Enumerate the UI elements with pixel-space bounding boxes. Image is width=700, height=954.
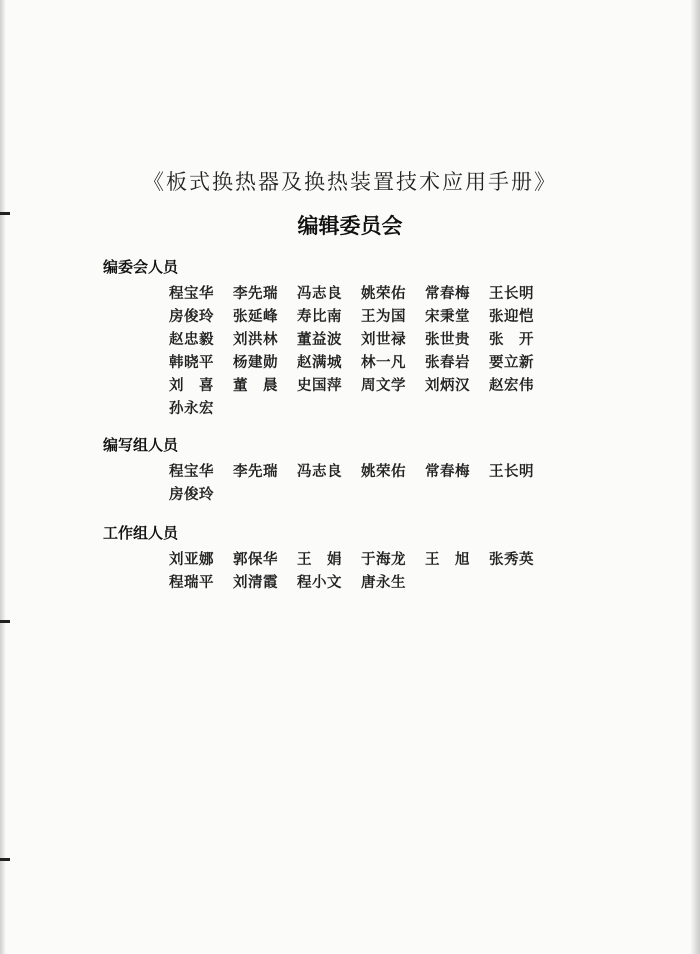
- member-name: 刘亚娜: [169, 551, 214, 568]
- committee-title: 编辑委员会: [297, 214, 403, 238]
- member-name: 姚荣佑: [361, 285, 406, 302]
- member-name: 王 娟: [297, 551, 342, 568]
- member-name: 宋秉堂: [425, 308, 470, 325]
- name-list: [169, 549, 563, 594]
- member-name: 房俊玲: [169, 308, 214, 325]
- scan-mark: [0, 858, 10, 861]
- member-name: 王长明: [489, 285, 534, 302]
- member-name: 常春梅: [425, 463, 470, 480]
- section-writing-group: [103, 434, 563, 506]
- member-name: 周文学: [361, 377, 406, 394]
- name-list: [169, 461, 563, 506]
- member-name: 唐永生: [361, 574, 406, 591]
- member-name: 王为国: [361, 308, 406, 325]
- member-name: 杨建勋: [233, 354, 278, 371]
- member-name: 刘 喜: [169, 377, 214, 394]
- member-name: 刘清霞: [233, 574, 278, 591]
- member-name: 常春梅: [425, 285, 470, 302]
- member-name: 张 开: [489, 331, 534, 348]
- member-name: 刘洪林: [233, 331, 278, 348]
- member-name: 程瑞平: [169, 574, 214, 591]
- scan-mark: [0, 620, 10, 623]
- member-name: 王长明: [489, 463, 534, 480]
- member-name: 房俊玲: [169, 486, 214, 503]
- member-name: 张秀英: [489, 551, 534, 568]
- member-name: 李先瑞: [233, 285, 278, 302]
- member-name: 张世贵: [425, 331, 470, 348]
- member-name: 程小文: [297, 574, 342, 591]
- member-name: 李先瑞: [233, 463, 278, 480]
- section-heading: 工作组人员: [103, 524, 179, 542]
- member-name: 寿比南: [297, 308, 342, 325]
- member-name: 刘炳汉: [425, 377, 470, 394]
- member-name: 张延峰: [233, 308, 278, 325]
- member-name: 要立新: [489, 354, 534, 371]
- section-heading: 编委会人员: [103, 258, 179, 276]
- member-name: 张春岩: [425, 354, 470, 371]
- member-name: 冯志良: [297, 285, 342, 302]
- member-name: 史国萍: [297, 377, 342, 394]
- member-name: 林一凡: [361, 354, 406, 371]
- member-name: 赵忠毅: [169, 331, 214, 348]
- member-name: 冯志良: [297, 463, 342, 480]
- member-name: 董 晨: [233, 377, 278, 394]
- member-name: 姚荣佑: [361, 463, 406, 480]
- name-list: [169, 283, 563, 420]
- member-name: 孙永宏: [169, 400, 214, 417]
- book-title: 《板式换热器及换热装置技术应用手册》: [143, 170, 557, 194]
- member-name: 韩晓平: [169, 354, 214, 371]
- section-working-group: [103, 522, 563, 594]
- member-name: 刘世禄: [361, 331, 406, 348]
- member-name: 程宝华: [169, 285, 214, 302]
- member-name: 郭保华: [233, 551, 278, 568]
- section-heading: 编写组人员: [103, 436, 179, 454]
- member-name: 王 旭: [425, 551, 470, 568]
- scan-edge-left: [0, 0, 6, 954]
- member-name: 张迎恺: [489, 308, 534, 325]
- member-name: 程宝华: [169, 463, 214, 480]
- section-editorial-board: [103, 256, 563, 420]
- member-name: 董益波: [297, 331, 342, 348]
- member-name: 赵满城: [297, 354, 342, 371]
- member-name: 赵宏伟: [489, 377, 534, 394]
- member-name: 于海龙: [361, 551, 406, 568]
- scan-edge-right: [690, 0, 700, 954]
